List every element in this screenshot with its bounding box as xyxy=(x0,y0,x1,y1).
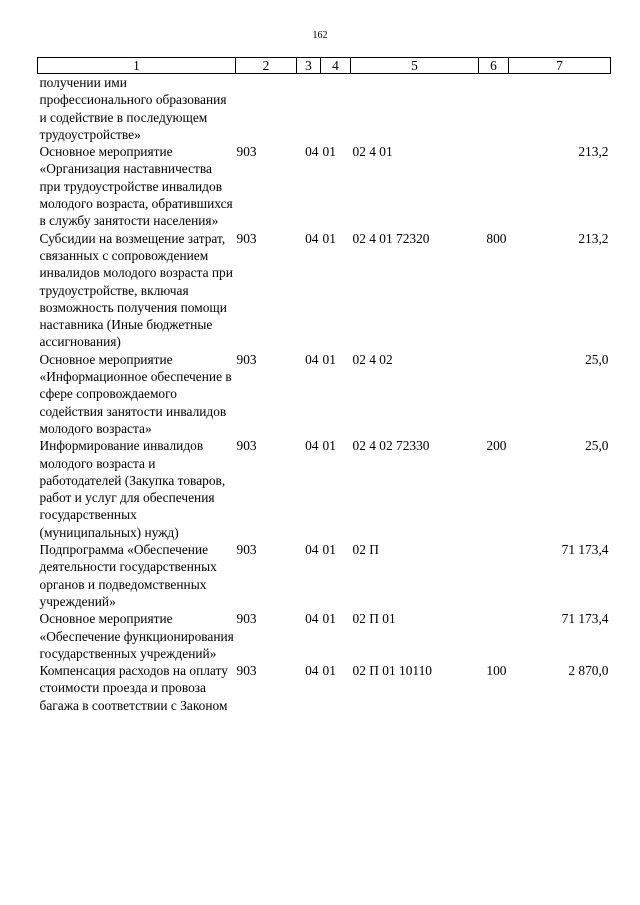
row-name: Информирование инвалидов молодого возраста и работодателей (Закупка товаров, работ и услуг для обеспечения государственных (муниципальных) нужд) xyxy=(39,438,226,540)
row-subsection: 01 xyxy=(322,230,336,246)
row-amount: 213,2 xyxy=(578,230,609,246)
row-target-article xyxy=(351,74,479,144)
table-row xyxy=(38,662,611,714)
column-header-5: 5 xyxy=(351,58,479,74)
row-name: Компенсация расходов на оплату стоимости проезда и провоза багажа в соответствии с Законом xyxy=(39,663,228,713)
budget-table xyxy=(37,57,611,714)
row-section xyxy=(297,74,321,144)
row-target-article: 02 4 01 xyxy=(352,144,393,160)
row-section: 04 xyxy=(305,542,319,558)
row-grbs: 903 xyxy=(236,144,257,160)
row-amount xyxy=(509,74,611,144)
row-amount: 71 173,4 xyxy=(561,611,609,627)
table-row xyxy=(38,230,611,351)
row-grbs xyxy=(236,74,297,144)
page-number: 162 xyxy=(312,30,328,41)
column-header-1: 1 xyxy=(38,58,236,74)
row-grbs: 903 xyxy=(236,230,257,246)
row-section: 04 xyxy=(305,611,319,627)
row-name: Основное мероприятие «Информационное обеспечение в сфере сопровождаемого содействия занятости инвалидов молодого возраста» xyxy=(39,351,232,436)
row-name: Субсидии на возмещение затрат, связанных с сопровождением инвалидов молодого возраста при трудоустройстве, включая возможность получения помощи наставника (Иные бюджетные ассигнования) xyxy=(39,230,233,350)
row-subsection: 01 xyxy=(322,611,336,627)
row-expense-type: 100 xyxy=(486,663,507,679)
column-header-2: 2 xyxy=(236,58,297,74)
row-section: 04 xyxy=(305,144,319,160)
table-row xyxy=(38,437,611,541)
row-grbs: 903 xyxy=(236,663,257,679)
row-section: 04 xyxy=(305,438,319,454)
row-name: Подпрограмма «Обеспечение деятельности государственных органов и подведомственных учреждений» xyxy=(39,542,217,609)
row-subsection: 01 xyxy=(322,542,336,558)
row-subsection: 01 xyxy=(322,438,336,454)
row-expense-type: 800 xyxy=(486,230,507,246)
row-target-article: 02 4 02 72330 xyxy=(352,438,430,454)
row-name: получении ими профессионального образования и содействие в последующем трудоустройстве» xyxy=(39,75,227,142)
row-expense-type: 200 xyxy=(486,438,507,454)
column-header-7: 7 xyxy=(509,58,611,74)
row-subsection xyxy=(321,74,351,144)
row-section: 04 xyxy=(305,351,319,367)
table-row xyxy=(38,74,611,144)
column-number-row xyxy=(38,58,611,74)
row-amount: 2 870,0 xyxy=(568,663,609,679)
row-expense-type xyxy=(479,351,509,437)
row-subsection: 01 xyxy=(322,663,336,679)
row-target-article: 02 4 02 xyxy=(352,351,393,367)
row-expense-type xyxy=(479,610,509,662)
row-grbs: 903 xyxy=(236,542,257,558)
row-amount: 71 173,4 xyxy=(561,542,609,558)
row-grbs: 903 xyxy=(236,351,257,367)
column-header-3: 3 xyxy=(297,58,321,74)
table-row xyxy=(38,610,611,662)
row-name: Основное мероприятие «Организация наставничества при трудоустройстве инвалидов молодого возраста, обратившихся в службу занятости населения» xyxy=(39,144,233,229)
row-subsection: 01 xyxy=(322,144,336,160)
row-name: Основное мероприятие «Обеспечение функционирования государственных учреждений» xyxy=(39,611,234,661)
row-expense-type xyxy=(479,74,509,144)
table-row xyxy=(38,351,611,437)
row-target-article: 02 4 01 72320 xyxy=(352,230,430,246)
row-grbs: 903 xyxy=(236,611,257,627)
row-grbs: 903 xyxy=(236,438,257,454)
row-expense-type xyxy=(479,143,509,229)
table-row xyxy=(38,143,611,229)
row-expense-type xyxy=(479,541,509,610)
column-header-4: 4 xyxy=(321,58,351,74)
row-target-article: 02 П 01 10110 xyxy=(352,663,432,679)
table-row xyxy=(38,541,611,610)
row-target-article: 02 П xyxy=(352,542,379,558)
row-subsection: 01 xyxy=(322,351,336,367)
row-amount: 25,0 xyxy=(585,351,609,367)
row-section: 04 xyxy=(305,663,319,679)
row-section: 04 xyxy=(305,230,319,246)
row-amount: 25,0 xyxy=(585,438,609,454)
row-amount: 213,2 xyxy=(578,144,609,160)
column-header-6: 6 xyxy=(479,58,509,74)
row-target-article: 02 П 01 xyxy=(352,611,396,627)
